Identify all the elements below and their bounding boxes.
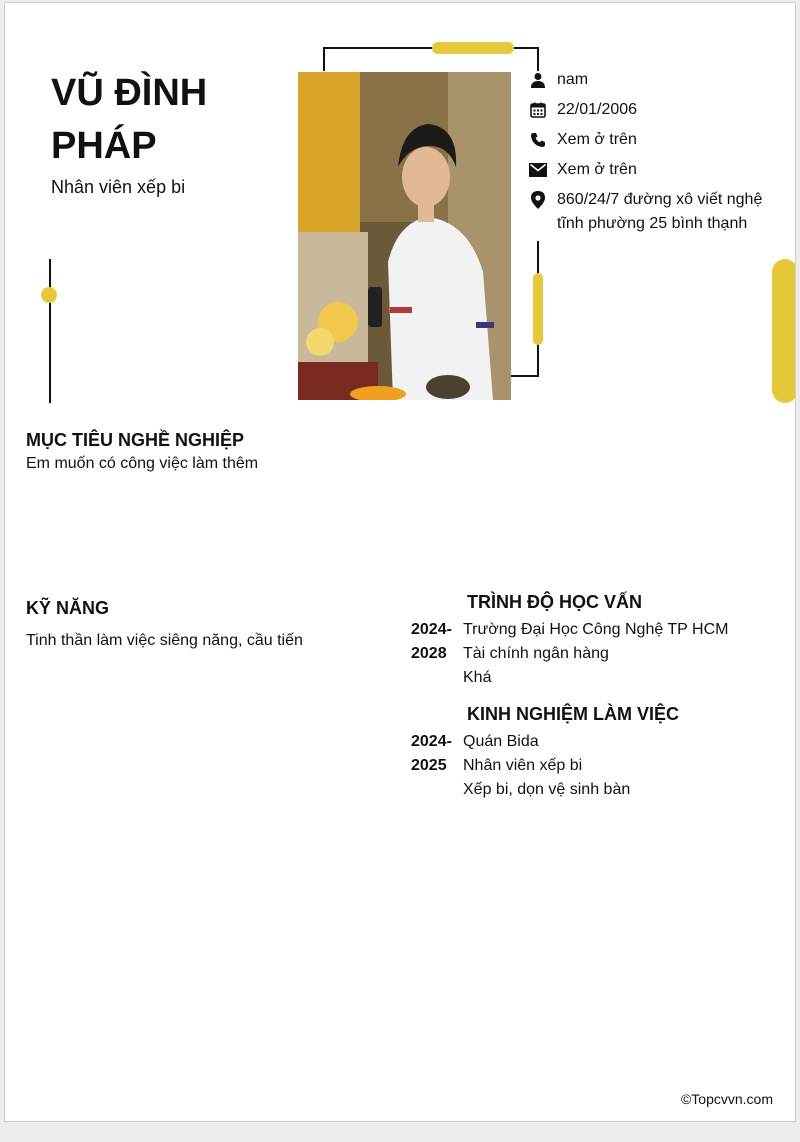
contact-birthday xyxy=(529,98,773,122)
mail-icon xyxy=(529,158,547,182)
contact-phone xyxy=(529,128,773,152)
education-major: Tài chính ngân hàng xyxy=(463,645,609,662)
skills-text: Tinh thần làm việc siêng năng, cầu tiến xyxy=(26,632,303,649)
objective-text: Em muốn có công việc làm thêm xyxy=(26,455,259,472)
objective-title: MỤC TIÊU NGHỀ NGHIỆP xyxy=(26,430,245,450)
contact-address xyxy=(529,188,773,236)
location-pin-icon xyxy=(529,188,547,212)
education-grade: Khá xyxy=(463,669,492,686)
person-icon xyxy=(529,68,547,92)
experience-company: Quán Bida xyxy=(463,733,539,750)
contact-address-value: 860/24/7 đường xô viết nghệ tĩnh phường 25 bình thạnh xyxy=(557,191,763,232)
contact-gender-value: nam xyxy=(557,71,589,88)
contact-email-value: Xem ở trên xyxy=(557,161,637,178)
calendar-icon xyxy=(529,98,547,122)
photo-frame-left xyxy=(323,47,325,71)
experience-start-year: 2024- xyxy=(411,733,452,750)
photo-frame-bottom xyxy=(511,375,539,377)
left-decor-dot xyxy=(41,287,57,303)
cv-page xyxy=(4,2,796,1122)
phone-icon xyxy=(529,128,547,152)
experience-detail xyxy=(463,730,783,802)
job-title: Nhân viên xếp bi xyxy=(51,177,186,197)
experience-end-year: 2025 xyxy=(411,757,447,774)
contact-phone-value: Xem ở trên xyxy=(557,131,637,148)
accent-bar-right xyxy=(533,273,543,345)
accent-bar-edge xyxy=(772,259,796,403)
left-decor-line xyxy=(49,259,51,403)
education-school: Trường Đại Học Công Nghệ TP HCM xyxy=(463,621,729,638)
contact-gender xyxy=(529,68,773,92)
education-start-year: 2024- xyxy=(411,621,452,638)
candidate-name: VŨ ĐÌNH PHÁP xyxy=(51,72,208,167)
profile-photo xyxy=(298,72,511,400)
experience-position: Nhân viên xếp bi xyxy=(463,757,583,774)
education-detail xyxy=(463,618,783,690)
education-end-year: 2028 xyxy=(411,645,447,662)
education-years xyxy=(411,618,459,666)
accent-bar-top xyxy=(432,42,514,54)
contact-birthday-value: 22/01/2006 xyxy=(557,101,638,118)
contact-email xyxy=(529,158,773,182)
experience-years xyxy=(411,730,459,778)
skills-title: KỸ NĂNG xyxy=(26,598,110,618)
experience-title: KINH NGHIỆM LÀM VIỆC xyxy=(467,704,680,724)
education-title: TRÌNH ĐỘ HỌC VẤN xyxy=(467,592,642,612)
experience-description: Xếp bi, dọn vệ sinh bàn xyxy=(463,781,631,798)
footer-credit: ©Topcvvn.com xyxy=(680,1091,773,1107)
